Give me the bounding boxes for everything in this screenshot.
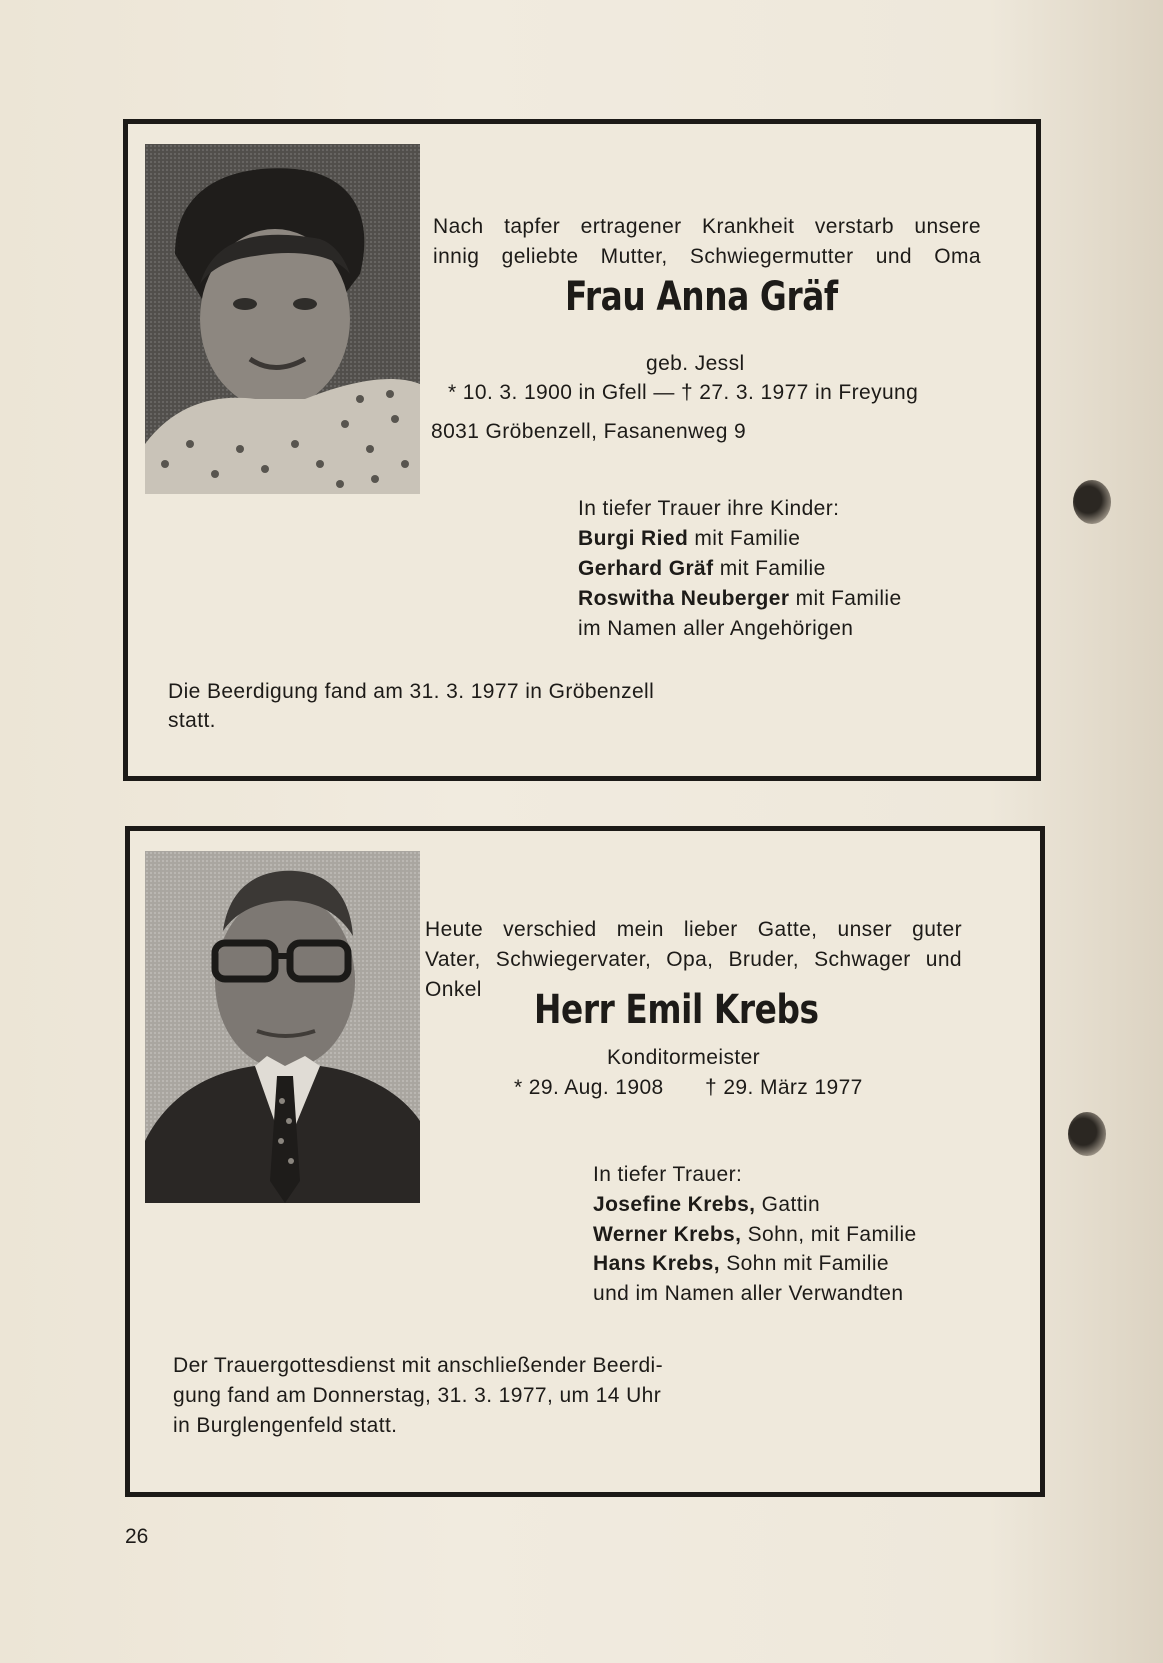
mourner-2: Gerhard Gräf mit Familie bbox=[578, 557, 826, 580]
intro-line-1: Nach tapfer ertragener Krankheit verstarb unsere bbox=[433, 215, 981, 238]
obituary-notice-emil-krebs bbox=[125, 826, 1045, 1497]
maiden-name: geb. Jessl bbox=[646, 352, 745, 375]
profession: Konditormeister bbox=[607, 1046, 761, 1069]
binder-hole-top bbox=[1073, 480, 1111, 524]
service-line-1: Der Trauergottesdienst mit anschließender Beerdi- bbox=[173, 1354, 663, 1377]
intro-line-2: innig geliebte Mutter, Schwiegermutter und Oma bbox=[433, 245, 981, 268]
funeral-line-1: Die Beerdigung fand am 31. 3. 1977 in Gröbenzell bbox=[168, 680, 655, 703]
portrait-photo-woman bbox=[145, 144, 420, 494]
service-line-2: gung fand am Donnerstag, 31. 3. 1977, um 14 Uhr bbox=[173, 1384, 662, 1407]
binder-hole-bottom bbox=[1068, 1112, 1106, 1156]
mourner-3: Roswitha Neuberger mit Familie bbox=[578, 587, 902, 610]
life-dates: * 10. 3. 1900 in Gfell — † 27. 3. 1977 in Freyung bbox=[448, 381, 919, 404]
mourner-2: Werner Krebs, Sohn, mit Familie bbox=[593, 1223, 917, 1246]
mourner-3: Hans Krebs, Sohn mit Familie bbox=[593, 1252, 889, 1275]
deceased-name: Herr Emil Krebs bbox=[534, 987, 819, 1033]
funeral-line-2: statt. bbox=[168, 709, 216, 732]
birth-date: * 29. Aug. 1908 bbox=[514, 1076, 664, 1099]
intro-line-2: Vater, Schwiegervater, Opa, Bruder, Schwager und bbox=[425, 948, 962, 971]
address: 8031 Gröbenzell, Fasanenweg 9 bbox=[431, 420, 747, 443]
mourner-1: Burgi Ried mit Familie bbox=[578, 527, 801, 550]
portrait-photo-man bbox=[145, 851, 420, 1203]
obituary-notice-anna-graef bbox=[123, 119, 1041, 781]
intro-line-1: Heute verschied mein lieber Gatte, unser guter bbox=[425, 918, 962, 941]
mourners-outro: und im Namen aller Verwandten bbox=[593, 1282, 904, 1305]
deceased-name: Frau Anna Gräf bbox=[565, 274, 838, 320]
mourners-intro: In tiefer Trauer: bbox=[593, 1163, 743, 1186]
page-number: 26 bbox=[125, 1525, 149, 1548]
mourners-outro: im Namen aller Angehörigen bbox=[578, 617, 854, 640]
death-date: † 29. März 1977 bbox=[705, 1076, 863, 1099]
service-line-3: in Burglengenfeld statt. bbox=[173, 1414, 398, 1437]
mourner-1: Josefine Krebs, Gattin bbox=[593, 1193, 821, 1216]
mourners-intro: In tiefer Trauer ihre Kinder: bbox=[578, 497, 840, 520]
intro-line-3: Onkel bbox=[425, 978, 482, 1001]
